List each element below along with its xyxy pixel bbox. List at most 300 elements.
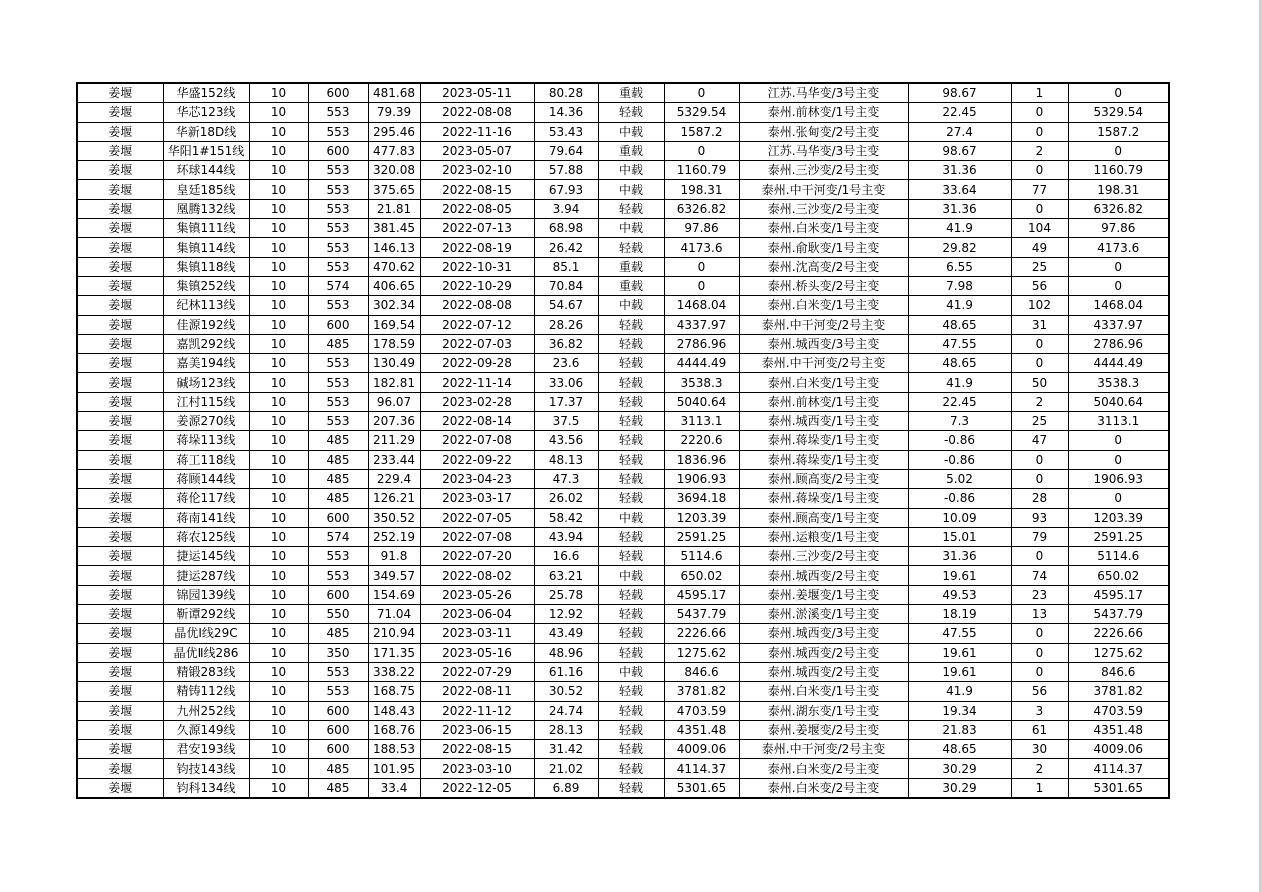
cell-load-rate[interactable]: 25.78 [534,585,598,604]
cell-transformer-load-rate[interactable]: 41.9 [908,296,1011,315]
cell-substation-transformer[interactable]: 江苏.马华变/3号主变 [739,141,908,160]
cell-district[interactable]: 姜堰 [77,508,163,527]
cell-district[interactable]: 姜堰 [77,219,163,238]
cell-transformer-load-rate[interactable]: -0.86 [908,431,1011,450]
cell-load-rate[interactable]: 80.28 [534,83,598,103]
cell-rated-capacity[interactable]: 600 [308,83,368,103]
cell-voltage[interactable]: 10 [249,624,308,643]
cell-count[interactable]: 3 [1011,701,1068,720]
cell-load-status[interactable]: 轻载 [598,199,664,218]
cell-voltage[interactable]: 10 [249,180,308,199]
cell-available-capacity[interactable]: 5437.79 [664,605,739,624]
cell-load-current[interactable]: 406.65 [368,276,420,295]
cell-transformer-load-rate[interactable]: 49.53 [908,585,1011,604]
cell-transformer-load-rate[interactable]: 47.55 [908,624,1011,643]
cell-load-current[interactable]: 33.4 [368,778,420,798]
cell-record-date[interactable]: 2023-03-10 [420,759,534,778]
cell-load-rate[interactable]: 67.93 [534,180,598,199]
cell-line-name[interactable]: 捷运287线 [163,566,249,585]
cell-available-capacity[interactable]: 2226.66 [664,624,739,643]
cell-adjusted-capacity[interactable]: 0 [1068,431,1169,450]
cell-rated-capacity[interactable]: 574 [308,527,368,546]
cell-load-current[interactable]: 252.19 [368,527,420,546]
cell-available-capacity[interactable]: 4114.37 [664,759,739,778]
cell-load-status[interactable]: 轻载 [598,334,664,353]
cell-record-date[interactable]: 2022-09-22 [420,450,534,469]
cell-district[interactable]: 姜堰 [77,431,163,450]
cell-transformer-load-rate[interactable]: 22.45 [908,392,1011,411]
cell-load-current[interactable]: 229.4 [368,469,420,488]
cell-record-date[interactable]: 2022-08-02 [420,566,534,585]
cell-rated-capacity[interactable]: 485 [308,624,368,643]
cell-district[interactable]: 姜堰 [77,161,163,180]
cell-available-capacity[interactable]: 1203.39 [664,508,739,527]
cell-count[interactable]: 0 [1011,624,1068,643]
cell-load-rate[interactable]: 54.67 [534,296,598,315]
cell-line-name[interactable]: 集镇252线 [163,276,249,295]
cell-rated-capacity[interactable]: 600 [308,508,368,527]
cell-load-rate[interactable]: 26.42 [534,238,598,257]
cell-substation-transformer[interactable]: 泰州.桥头变/2号主变 [739,276,908,295]
cell-load-rate[interactable]: 57.88 [534,161,598,180]
cell-load-current[interactable]: 470.62 [368,257,420,276]
cell-adjusted-capacity[interactable]: 97.86 [1068,219,1169,238]
cell-district[interactable]: 姜堰 [77,469,163,488]
cell-line-name[interactable]: 集镇118线 [163,257,249,276]
cell-district[interactable]: 姜堰 [77,354,163,373]
cell-count[interactable]: 104 [1011,219,1068,238]
cell-voltage[interactable]: 10 [249,720,308,739]
cell-record-date[interactable]: 2022-07-08 [420,431,534,450]
cell-transformer-load-rate[interactable]: 7.3 [908,412,1011,431]
cell-rated-capacity[interactable]: 485 [308,431,368,450]
cell-record-date[interactable]: 2022-12-05 [420,778,534,798]
cell-count[interactable]: 61 [1011,720,1068,739]
cell-rated-capacity[interactable]: 553 [308,161,368,180]
cell-transformer-load-rate[interactable]: 30.29 [908,759,1011,778]
cell-district[interactable]: 姜堰 [77,720,163,739]
cell-adjusted-capacity[interactable]: 2226.66 [1068,624,1169,643]
cell-count[interactable]: 56 [1011,682,1068,701]
cell-count[interactable]: 56 [1011,276,1068,295]
cell-adjusted-capacity[interactable]: 0 [1068,450,1169,469]
cell-district[interactable]: 姜堰 [77,276,163,295]
cell-line-name[interactable]: 锦园139线 [163,585,249,604]
cell-substation-transformer[interactable]: 泰州.中干河变/2号主变 [739,740,908,759]
cell-transformer-load-rate[interactable]: 41.9 [908,682,1011,701]
cell-voltage[interactable]: 10 [249,431,308,450]
cell-load-current[interactable]: 178.59 [368,334,420,353]
cell-load-rate[interactable]: 23.6 [534,354,598,373]
cell-load-status[interactable]: 轻载 [598,720,664,739]
cell-line-name[interactable]: 凰腾132线 [163,199,249,218]
cell-record-date[interactable]: 2022-07-20 [420,547,534,566]
cell-voltage[interactable]: 10 [249,315,308,334]
cell-voltage[interactable]: 10 [249,103,308,122]
cell-substation-transformer[interactable]: 泰州.城西变/2号主变 [739,662,908,681]
cell-transformer-load-rate[interactable]: 30.29 [908,778,1011,798]
cell-line-name[interactable]: 华芯123线 [163,103,249,122]
cell-voltage[interactable]: 10 [249,759,308,778]
cell-substation-transformer[interactable]: 泰州.白米变/1号主变 [739,373,908,392]
cell-rated-capacity[interactable]: 485 [308,334,368,353]
cell-voltage[interactable]: 10 [249,238,308,257]
cell-voltage[interactable]: 10 [249,489,308,508]
cell-load-status[interactable]: 轻载 [598,103,664,122]
cell-available-capacity[interactable]: 846.6 [664,662,739,681]
cell-adjusted-capacity[interactable]: 4173.6 [1068,238,1169,257]
cell-rated-capacity[interactable]: 553 [308,296,368,315]
cell-adjusted-capacity[interactable]: 0 [1068,257,1169,276]
cell-line-name[interactable]: 捷运145线 [163,547,249,566]
cell-record-date[interactable]: 2022-08-11 [420,682,534,701]
cell-count[interactable]: 0 [1011,103,1068,122]
cell-load-status[interactable]: 轻载 [598,624,664,643]
cell-adjusted-capacity[interactable]: 2786.96 [1068,334,1169,353]
cell-substation-transformer[interactable]: 泰州.白米变/2号主变 [739,778,908,798]
cell-adjusted-capacity[interactable]: 198.31 [1068,180,1169,199]
cell-load-current[interactable]: 381.45 [368,219,420,238]
cell-district[interactable]: 姜堰 [77,566,163,585]
cell-count[interactable]: 0 [1011,450,1068,469]
cell-substation-transformer[interactable]: 泰州.白米变/1号主变 [739,219,908,238]
cell-load-rate[interactable]: 30.52 [534,682,598,701]
cell-load-status[interactable]: 轻载 [598,682,664,701]
cell-voltage[interactable]: 10 [249,276,308,295]
cell-count[interactable]: 49 [1011,238,1068,257]
cell-record-date[interactable]: 2022-10-29 [420,276,534,295]
cell-district[interactable]: 姜堰 [77,643,163,662]
cell-line-name[interactable]: 蒋顾144线 [163,469,249,488]
cell-count[interactable]: 0 [1011,122,1068,141]
cell-record-date[interactable]: 2023-06-15 [420,720,534,739]
cell-load-current[interactable]: 233.44 [368,450,420,469]
cell-substation-transformer[interactable]: 泰州.蒋垛变/1号主变 [739,431,908,450]
cell-record-date[interactable]: 2023-05-07 [420,141,534,160]
cell-line-name[interactable]: 华新18D线 [163,122,249,141]
cell-adjusted-capacity[interactable]: 5437.79 [1068,605,1169,624]
cell-load-rate[interactable]: 17.37 [534,392,598,411]
cell-line-name[interactable]: 钧技143线 [163,759,249,778]
cell-adjusted-capacity[interactable]: 846.6 [1068,662,1169,681]
cell-count[interactable]: 0 [1011,199,1068,218]
cell-adjusted-capacity[interactable]: 4703.59 [1068,701,1169,720]
cell-count[interactable]: 23 [1011,585,1068,604]
cell-district[interactable]: 姜堰 [77,624,163,643]
cell-load-current[interactable]: 349.57 [368,566,420,585]
cell-load-current[interactable]: 320.08 [368,161,420,180]
cell-load-status[interactable]: 轻载 [598,315,664,334]
cell-load-current[interactable]: 338.22 [368,662,420,681]
cell-transformer-load-rate[interactable]: 18.19 [908,605,1011,624]
cell-substation-transformer[interactable]: 泰州.三沙变/2号主变 [739,547,908,566]
cell-adjusted-capacity[interactable]: 0 [1068,489,1169,508]
cell-available-capacity[interactable]: 5301.65 [664,778,739,798]
cell-load-status[interactable]: 轻载 [598,585,664,604]
cell-load-current[interactable]: 375.65 [368,180,420,199]
cell-voltage[interactable]: 10 [249,161,308,180]
cell-substation-transformer[interactable]: 泰州.三沙变/2号主变 [739,199,908,218]
cell-load-rate[interactable]: 63.21 [534,566,598,585]
cell-rated-capacity[interactable]: 553 [308,257,368,276]
cell-load-current[interactable]: 79.39 [368,103,420,122]
cell-voltage[interactable]: 10 [249,412,308,431]
cell-voltage[interactable]: 10 [249,778,308,798]
cell-voltage[interactable]: 10 [249,257,308,276]
cell-load-rate[interactable]: 58.42 [534,508,598,527]
cell-adjusted-capacity[interactable]: 5301.65 [1068,778,1169,798]
cell-load-current[interactable]: 154.69 [368,585,420,604]
cell-transformer-load-rate[interactable]: 29.82 [908,238,1011,257]
cell-count[interactable]: 1 [1011,83,1068,103]
cell-line-name[interactable]: 精锻283线 [163,662,249,681]
cell-rated-capacity[interactable]: 600 [308,585,368,604]
cell-adjusted-capacity[interactable]: 3538.3 [1068,373,1169,392]
cell-load-current[interactable]: 71.04 [368,605,420,624]
cell-load-status[interactable]: 重载 [598,141,664,160]
cell-load-rate[interactable]: 43.49 [534,624,598,643]
cell-rated-capacity[interactable]: 600 [308,141,368,160]
cell-load-rate[interactable]: 79.64 [534,141,598,160]
cell-available-capacity[interactable]: 0 [664,257,739,276]
cell-transformer-load-rate[interactable]: 7.98 [908,276,1011,295]
cell-load-status[interactable]: 轻载 [598,740,664,759]
cell-adjusted-capacity[interactable]: 1587.2 [1068,122,1169,141]
cell-substation-transformer[interactable]: 泰州.中干河变/1号主变 [739,180,908,199]
cell-line-name[interactable]: 晶优Ⅰ线29C [163,624,249,643]
cell-count[interactable]: 28 [1011,489,1068,508]
cell-substation-transformer[interactable]: 泰州.前林变/1号主变 [739,103,908,122]
cell-line-name[interactable]: 久源149线 [163,720,249,739]
cell-available-capacity[interactable]: 3781.82 [664,682,739,701]
cell-available-capacity[interactable]: 1906.93 [664,469,739,488]
cell-count[interactable]: 47 [1011,431,1068,450]
cell-transformer-load-rate[interactable]: 19.34 [908,701,1011,720]
cell-transformer-load-rate[interactable]: 31.36 [908,161,1011,180]
cell-load-current[interactable]: 91.8 [368,547,420,566]
cell-rated-capacity[interactable]: 485 [308,450,368,469]
cell-load-status[interactable]: 中载 [598,219,664,238]
cell-line-name[interactable]: 姜源270线 [163,412,249,431]
cell-transformer-load-rate[interactable]: 31.36 [908,199,1011,218]
cell-load-current[interactable]: 295.46 [368,122,420,141]
cell-available-capacity[interactable]: 1836.96 [664,450,739,469]
cell-voltage[interactable]: 10 [249,682,308,701]
cell-substation-transformer[interactable]: 泰州.蒋垛变/1号主变 [739,450,908,469]
cell-line-name[interactable]: 君安193线 [163,740,249,759]
cell-substation-transformer[interactable]: 泰州.俞耿变/1号主变 [739,238,908,257]
cell-transformer-load-rate[interactable]: 41.9 [908,373,1011,392]
cell-substation-transformer[interactable]: 泰州.顾高变/1号主变 [739,508,908,527]
cell-available-capacity[interactable]: 2220.6 [664,431,739,450]
cell-voltage[interactable]: 10 [249,547,308,566]
cell-record-date[interactable]: 2022-09-28 [420,354,534,373]
cell-record-date[interactable]: 2022-08-08 [420,296,534,315]
cell-load-rate[interactable]: 26.02 [534,489,598,508]
cell-adjusted-capacity[interactable]: 4337.97 [1068,315,1169,334]
cell-count[interactable]: 0 [1011,662,1068,681]
cell-rated-capacity[interactable]: 600 [308,701,368,720]
cell-line-name[interactable]: 皇廷185线 [163,180,249,199]
cell-substation-transformer[interactable]: 泰州.蒋垛变/1号主变 [739,489,908,508]
cell-district[interactable]: 姜堰 [77,759,163,778]
cell-load-status[interactable]: 轻载 [598,431,664,450]
cell-record-date[interactable]: 2023-04-23 [420,469,534,488]
cell-rated-capacity[interactable]: 600 [308,315,368,334]
cell-line-name[interactable]: 嘉凯292线 [163,334,249,353]
cell-load-current[interactable]: 21.81 [368,199,420,218]
cell-voltage[interactable]: 10 [249,469,308,488]
cell-district[interactable]: 姜堰 [77,122,163,141]
cell-transformer-load-rate[interactable]: -0.86 [908,489,1011,508]
cell-available-capacity[interactable]: 6326.82 [664,199,739,218]
cell-rated-capacity[interactable]: 550 [308,605,368,624]
cell-line-name[interactable]: 蒋伦117线 [163,489,249,508]
cell-load-status[interactable]: 中载 [598,180,664,199]
cell-adjusted-capacity[interactable]: 1203.39 [1068,508,1169,527]
cell-load-status[interactable]: 轻载 [598,778,664,798]
cell-transformer-load-rate[interactable]: 5.02 [908,469,1011,488]
cell-available-capacity[interactable]: 1468.04 [664,296,739,315]
cell-district[interactable]: 姜堰 [77,778,163,798]
cell-load-status[interactable]: 重载 [598,276,664,295]
cell-load-status[interactable]: 轻载 [598,643,664,662]
cell-adjusted-capacity[interactable]: 2591.25 [1068,527,1169,546]
cell-load-rate[interactable]: 14.36 [534,103,598,122]
cell-record-date[interactable]: 2022-07-05 [420,508,534,527]
cell-load-rate[interactable]: 43.94 [534,527,598,546]
cell-record-date[interactable]: 2023-05-16 [420,643,534,662]
cell-load-current[interactable]: 481.68 [368,83,420,103]
cell-load-status[interactable]: 重载 [598,257,664,276]
cell-transformer-load-rate[interactable]: 22.45 [908,103,1011,122]
cell-available-capacity[interactable]: 198.31 [664,180,739,199]
cell-voltage[interactable]: 10 [249,373,308,392]
cell-load-current[interactable]: 171.35 [368,643,420,662]
cell-transformer-load-rate[interactable]: 48.65 [908,354,1011,373]
cell-adjusted-capacity[interactable]: 4444.49 [1068,354,1169,373]
cell-rated-capacity[interactable]: 553 [308,103,368,122]
cell-district[interactable]: 姜堰 [77,662,163,681]
cell-rated-capacity[interactable]: 485 [308,759,368,778]
cell-line-name[interactable]: 佳源192线 [163,315,249,334]
cell-available-capacity[interactable]: 0 [664,83,739,103]
cell-district[interactable]: 姜堰 [77,199,163,218]
cell-district[interactable]: 姜堰 [77,392,163,411]
cell-available-capacity[interactable]: 1160.79 [664,161,739,180]
cell-load-rate[interactable]: 53.43 [534,122,598,141]
cell-rated-capacity[interactable]: 553 [308,354,368,373]
cell-rated-capacity[interactable]: 485 [308,489,368,508]
cell-load-rate[interactable]: 24.74 [534,701,598,720]
cell-record-date[interactable]: 2022-10-31 [420,257,534,276]
cell-available-capacity[interactable]: 4703.59 [664,701,739,720]
cell-count[interactable]: 2 [1011,141,1068,160]
cell-substation-transformer[interactable]: 泰州.城西变/3号主变 [739,624,908,643]
cell-count[interactable]: 0 [1011,469,1068,488]
cell-available-capacity[interactable]: 4337.97 [664,315,739,334]
cell-district[interactable]: 姜堰 [77,103,163,122]
cell-load-rate[interactable]: 48.13 [534,450,598,469]
cell-count[interactable]: 0 [1011,161,1068,180]
cell-record-date[interactable]: 2023-05-11 [420,83,534,103]
cell-substation-transformer[interactable]: 泰州.白米变/1号主变 [739,682,908,701]
cell-transformer-load-rate[interactable]: 41.9 [908,219,1011,238]
cell-load-status[interactable]: 轻载 [598,605,664,624]
cell-load-status[interactable]: 中载 [598,122,664,141]
cell-transformer-load-rate[interactable]: 31.36 [908,547,1011,566]
cell-district[interactable]: 姜堰 [77,412,163,431]
cell-adjusted-capacity[interactable]: 1468.04 [1068,296,1169,315]
cell-rated-capacity[interactable]: 553 [308,199,368,218]
cell-record-date[interactable]: 2022-11-12 [420,701,534,720]
cell-load-current[interactable]: 168.75 [368,682,420,701]
cell-record-date[interactable]: 2022-08-19 [420,238,534,257]
cell-record-date[interactable]: 2022-07-29 [420,662,534,681]
cell-voltage[interactable]: 10 [249,701,308,720]
cell-count[interactable]: 50 [1011,373,1068,392]
cell-rated-capacity[interactable]: 553 [308,412,368,431]
cell-count[interactable]: 0 [1011,334,1068,353]
cell-line-name[interactable]: 碱场123线 [163,373,249,392]
cell-load-rate[interactable]: 12.92 [534,605,598,624]
cell-substation-transformer[interactable]: 泰州.中干河变/2号主变 [739,315,908,334]
cell-district[interactable]: 姜堰 [77,180,163,199]
cell-line-name[interactable]: 嘉美194线 [163,354,249,373]
cell-load-rate[interactable]: 6.89 [534,778,598,798]
cell-adjusted-capacity[interactable]: 3113.1 [1068,412,1169,431]
cell-transformer-load-rate[interactable]: 19.61 [908,643,1011,662]
cell-load-current[interactable]: 101.95 [368,759,420,778]
cell-record-date[interactable]: 2023-06-04 [420,605,534,624]
cell-adjusted-capacity[interactable]: 4114.37 [1068,759,1169,778]
cell-load-current[interactable]: 130.49 [368,354,420,373]
cell-district[interactable]: 姜堰 [77,585,163,604]
cell-transformer-load-rate[interactable]: 48.65 [908,740,1011,759]
cell-load-rate[interactable]: 36.82 [534,334,598,353]
cell-line-name[interactable]: 蒋农125线 [163,527,249,546]
cell-load-current[interactable]: 188.53 [368,740,420,759]
cell-voltage[interactable]: 10 [249,392,308,411]
cell-load-current[interactable]: 169.54 [368,315,420,334]
cell-rated-capacity[interactable]: 553 [308,180,368,199]
cell-load-rate[interactable]: 31.42 [534,740,598,759]
cell-load-status[interactable]: 轻载 [598,489,664,508]
cell-available-capacity[interactable]: 97.86 [664,219,739,238]
cell-available-capacity[interactable]: 0 [664,276,739,295]
cell-count[interactable]: 0 [1011,643,1068,662]
cell-line-name[interactable]: 精铸112线 [163,682,249,701]
cell-substation-transformer[interactable]: 泰州.白米变/2号主变 [739,759,908,778]
cell-adjusted-capacity[interactable]: 6326.82 [1068,199,1169,218]
cell-count[interactable]: 2 [1011,759,1068,778]
cell-load-status[interactable]: 重载 [598,83,664,103]
cell-load-status[interactable]: 轻载 [598,759,664,778]
cell-record-date[interactable]: 2022-08-15 [420,180,534,199]
cell-line-name[interactable]: 环球144线 [163,161,249,180]
cell-load-status[interactable]: 轻载 [598,238,664,257]
cell-substation-transformer[interactable]: 泰州.张甸变/2号主变 [739,122,908,141]
cell-record-date[interactable]: 2022-08-15 [420,740,534,759]
cell-rated-capacity[interactable]: 600 [308,720,368,739]
cell-transformer-load-rate[interactable]: 27.4 [908,122,1011,141]
cell-voltage[interactable]: 10 [249,354,308,373]
cell-transformer-load-rate[interactable]: 21.83 [908,720,1011,739]
cell-substation-transformer[interactable]: 泰州.运粮变/1号主变 [739,527,908,546]
cell-load-status[interactable]: 轻载 [598,469,664,488]
cell-adjusted-capacity[interactable]: 5114.6 [1068,547,1169,566]
cell-available-capacity[interactable]: 4009.06 [664,740,739,759]
